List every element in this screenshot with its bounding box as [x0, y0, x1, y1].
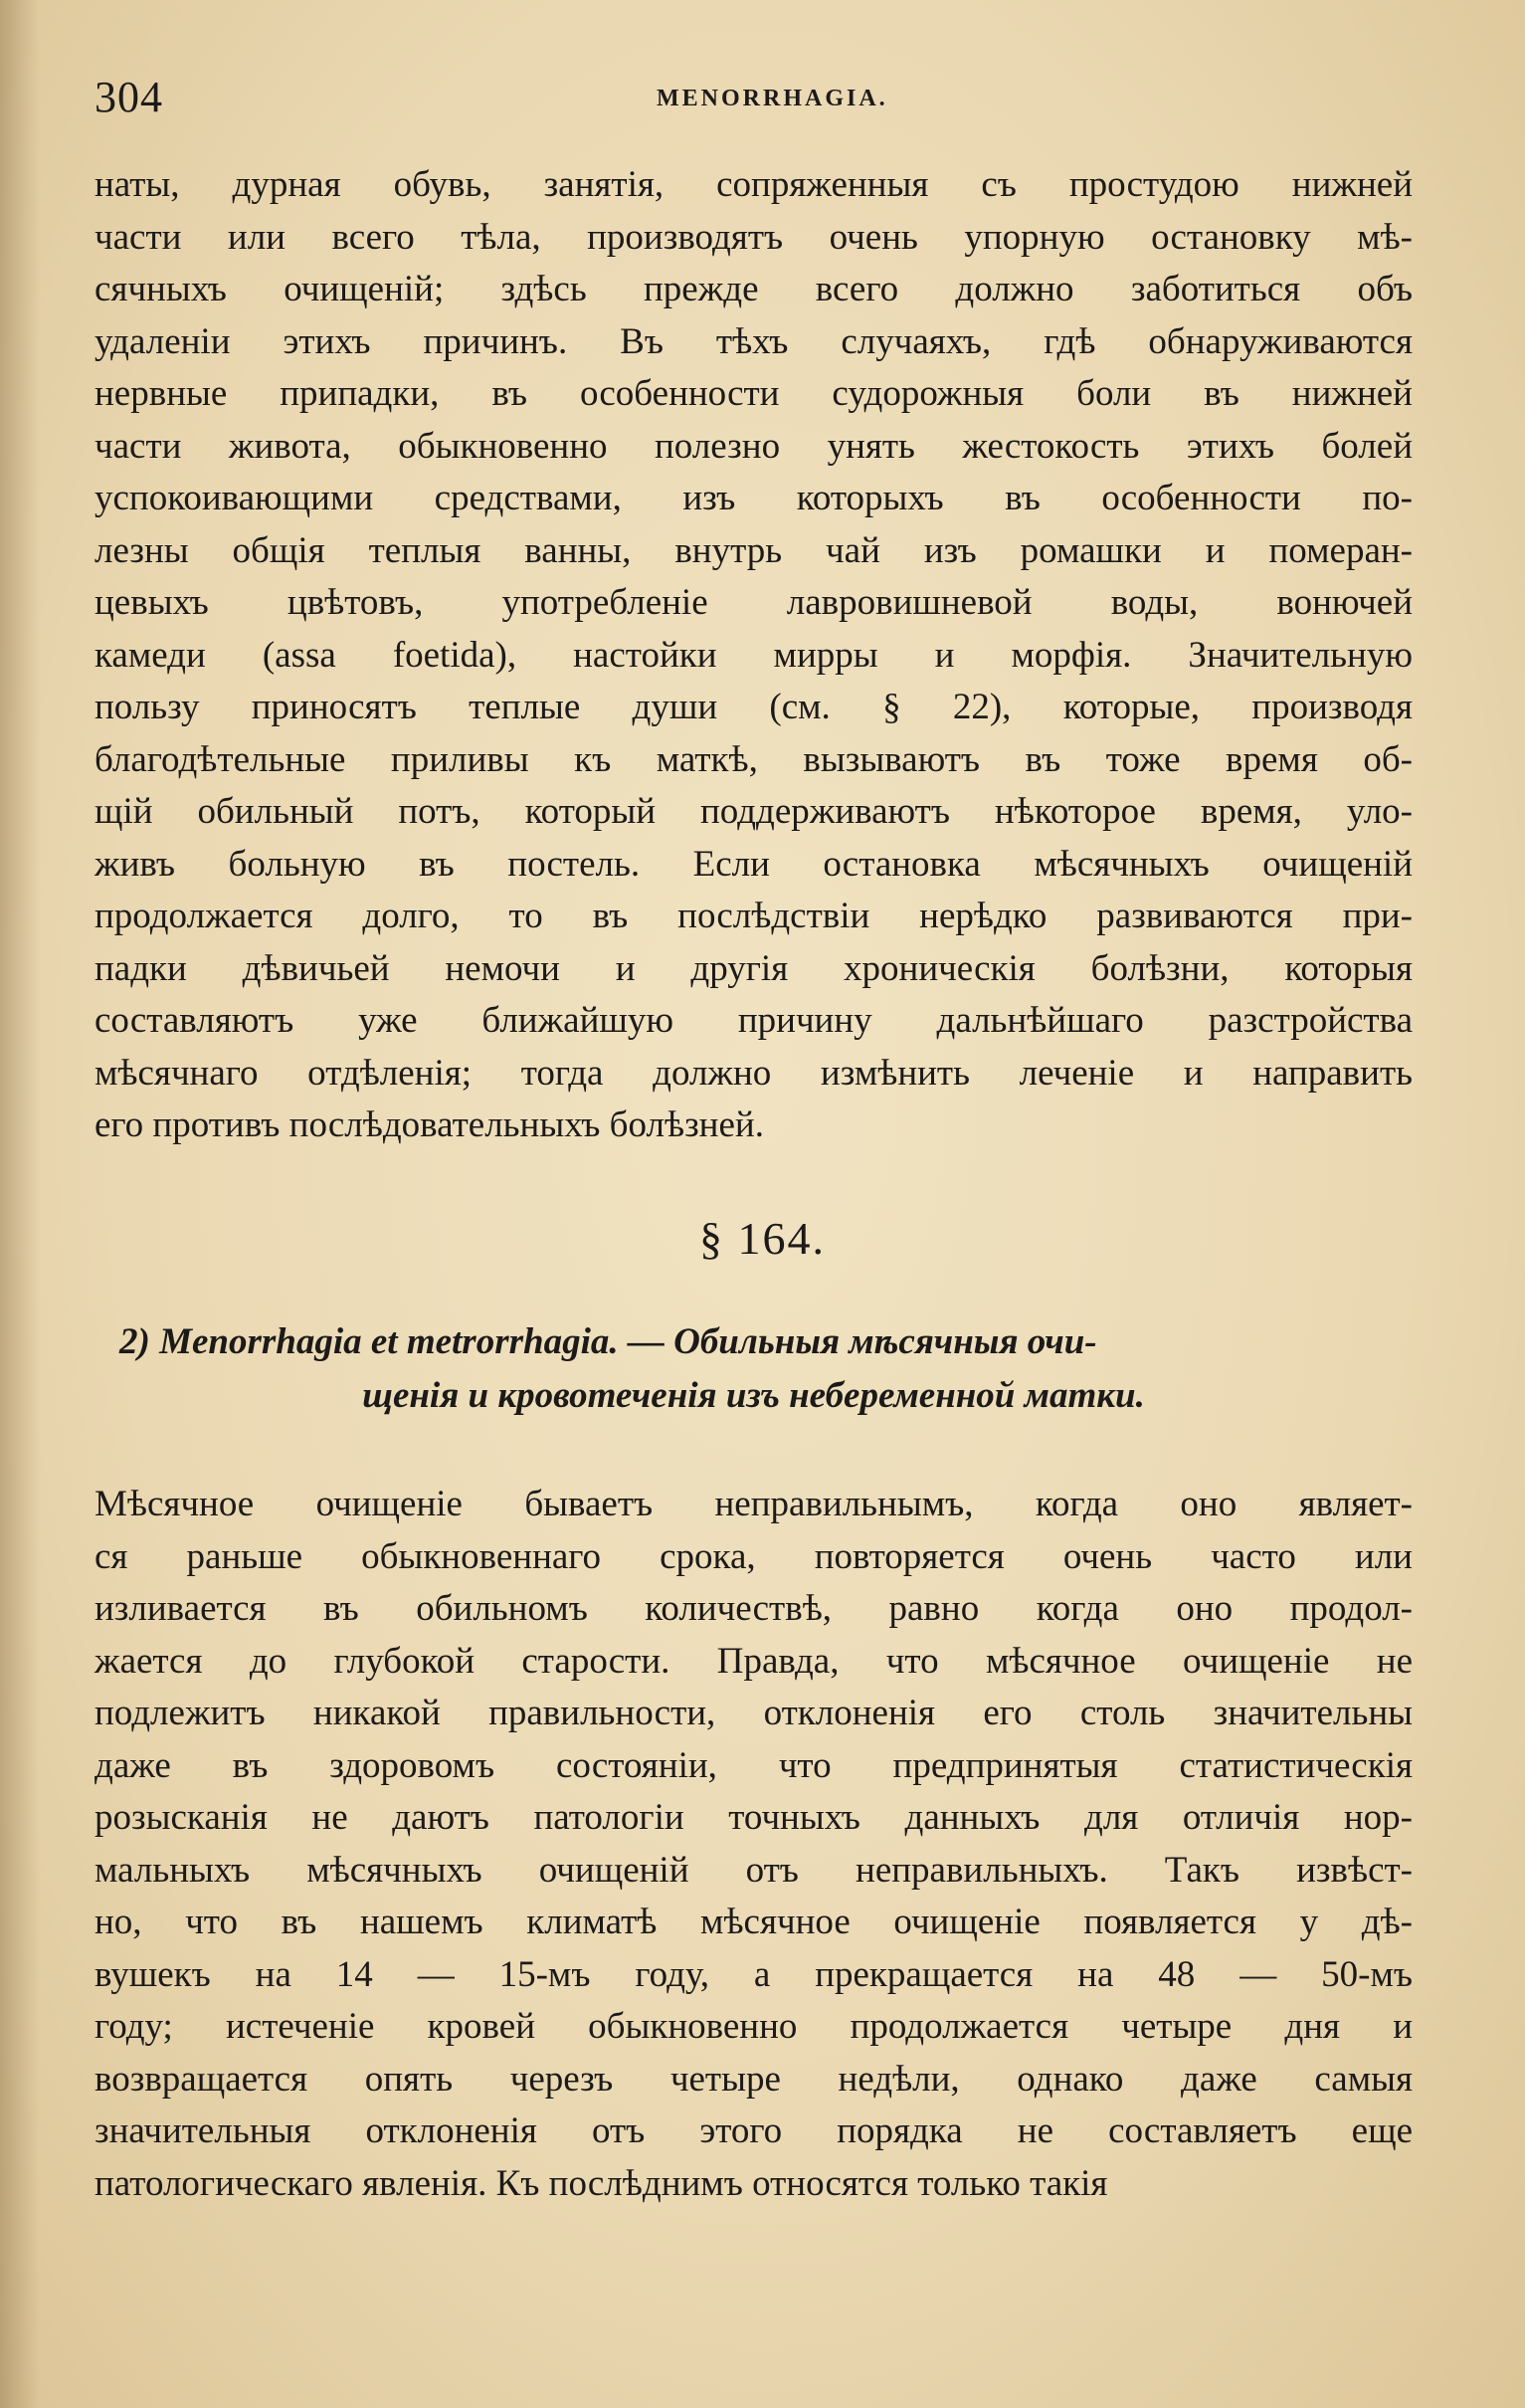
text-line: даже въ здоровомъ состояніи, что предпринятыя статистическія — [95, 1744, 1413, 1786]
section-number: § 164. — [699, 1213, 826, 1264]
text-line: успокоивающими средствами, изъ которыхъ въ особенности по- — [95, 478, 1413, 518]
text-line: лезны общія теплыя ванны, внутрь чай изъ ромашки и померан- — [95, 529, 1413, 571]
heading-line-2: щенія и кровотеченія изъ небеременной матки. — [362, 1375, 1145, 1416]
text-line: розысканія не даютъ патологіи точныхъ данныхъ для отличія нор- — [95, 1797, 1413, 1838]
running-title: MENORRHAGIA. — [657, 86, 888, 111]
text-line: части или всего тѣла, производятъ очень упорную остановку мѣ- — [95, 216, 1413, 258]
text-line: Мѣсячное очищеніе бываетъ неправильнымъ, когда оно являет- — [95, 1484, 1413, 1524]
text-line: удаленіи этихъ причинъ. Въ тѣхъ случаяхъ, гдѣ обнаруживаются — [95, 320, 1413, 362]
text-line: ся раньше обыкновеннаго срока, повторяется очень часто или — [95, 1535, 1413, 1577]
page-number: 304 — [95, 73, 163, 121]
text-line: наты, дурная обувь, занятія, сопряженныя съ простудою нижней — [95, 164, 1413, 205]
text-line: камеди (assa foetida), настойки мирры и морфія. Значительную — [95, 634, 1413, 676]
text-line: продолжается долго, то въ послѣдствіи нерѣдко развиваются при- — [95, 896, 1413, 936]
text-line: возвращается опять черезъ четыре недѣли, однако даже самыя — [95, 2058, 1413, 2100]
text-line: падки дѣвичьей немочи и другія хроническія болѣзни, которыя — [95, 947, 1413, 989]
heading-line-1: 2) Menorrhagia et metrorrhagia. — Обильныя мѣсячныя очи- — [119, 1321, 1097, 1362]
running-head — [95, 72, 1418, 131]
text-line: благодѣтельные приливы къ маткѣ, вызываютъ въ тоже время об- — [95, 738, 1413, 780]
text-line: щій обильный потъ, который поддерживаютъ нѣкоторое время, уло- — [95, 791, 1413, 832]
text-line: нервные припадки, въ особенности судорожныя боли въ нижней — [95, 373, 1413, 414]
text-line: живъ больную въ постель. Если остановка мѣсячныхъ очищеній — [95, 843, 1413, 885]
text-line: мѣсячнаго отдѣленія; тогда должно измѣнить леченіе и направить — [95, 1052, 1413, 1094]
text-line: значительныя отклоненія отъ этого порядка не составляетъ еще — [95, 2110, 1413, 2151]
text-line: цевыхъ цвѣтовъ, употребленіе лавровишневой воды, вонючей — [95, 582, 1413, 623]
paragraph-1 — [95, 159, 1413, 1152]
text-line: мальныхъ мѣсячныхъ очищеній отъ неправильныхъ. Такъ извѣст- — [95, 1849, 1413, 1891]
text-line: году; истеченіе кровей обыкновенно продолжается четыре дня и — [95, 2006, 1413, 2047]
text-line: но, что въ нашемъ климатѣ мѣсячное очищеніе появляется у дѣ- — [95, 1902, 1413, 1942]
text-line: подлежитъ никакой правильности, отклоненія его столь значительны — [95, 1693, 1413, 1733]
text-line: изливается въ обильномъ количествѣ, равно когда оно продол- — [95, 1588, 1413, 1629]
text-line: патологическаго явленія. Къ послѣднимъ относятся только такія — [95, 2162, 1108, 2204]
paragraph-2 — [95, 1479, 1413, 2210]
section-heading — [95, 1315, 1413, 1423]
text-line: пользу приносятъ теплые души (см. § 22), которые, производя — [95, 687, 1413, 727]
text-line: части живота, обыкновенно полезно унять жестокость этихъ болей — [95, 425, 1413, 467]
text-line: его противъ послѣдовательныхъ болѣзней. — [95, 1104, 764, 1145]
text-line: составляютъ уже ближайшую причину дальнѣйшаго разстройства — [95, 1000, 1413, 1041]
text-line: сячныхъ очищеній; здѣсь прежде всего должно заботиться объ — [95, 269, 1413, 309]
text-line: жается до глубокой старости. Правда, что мѣсячное очищеніе не — [95, 1640, 1413, 1682]
spine-shadow — [0, 0, 40, 2408]
text-line: вушекъ на 14 — 15-мъ году, а прекращается на 48 — 50-мъ — [95, 1953, 1413, 1995]
